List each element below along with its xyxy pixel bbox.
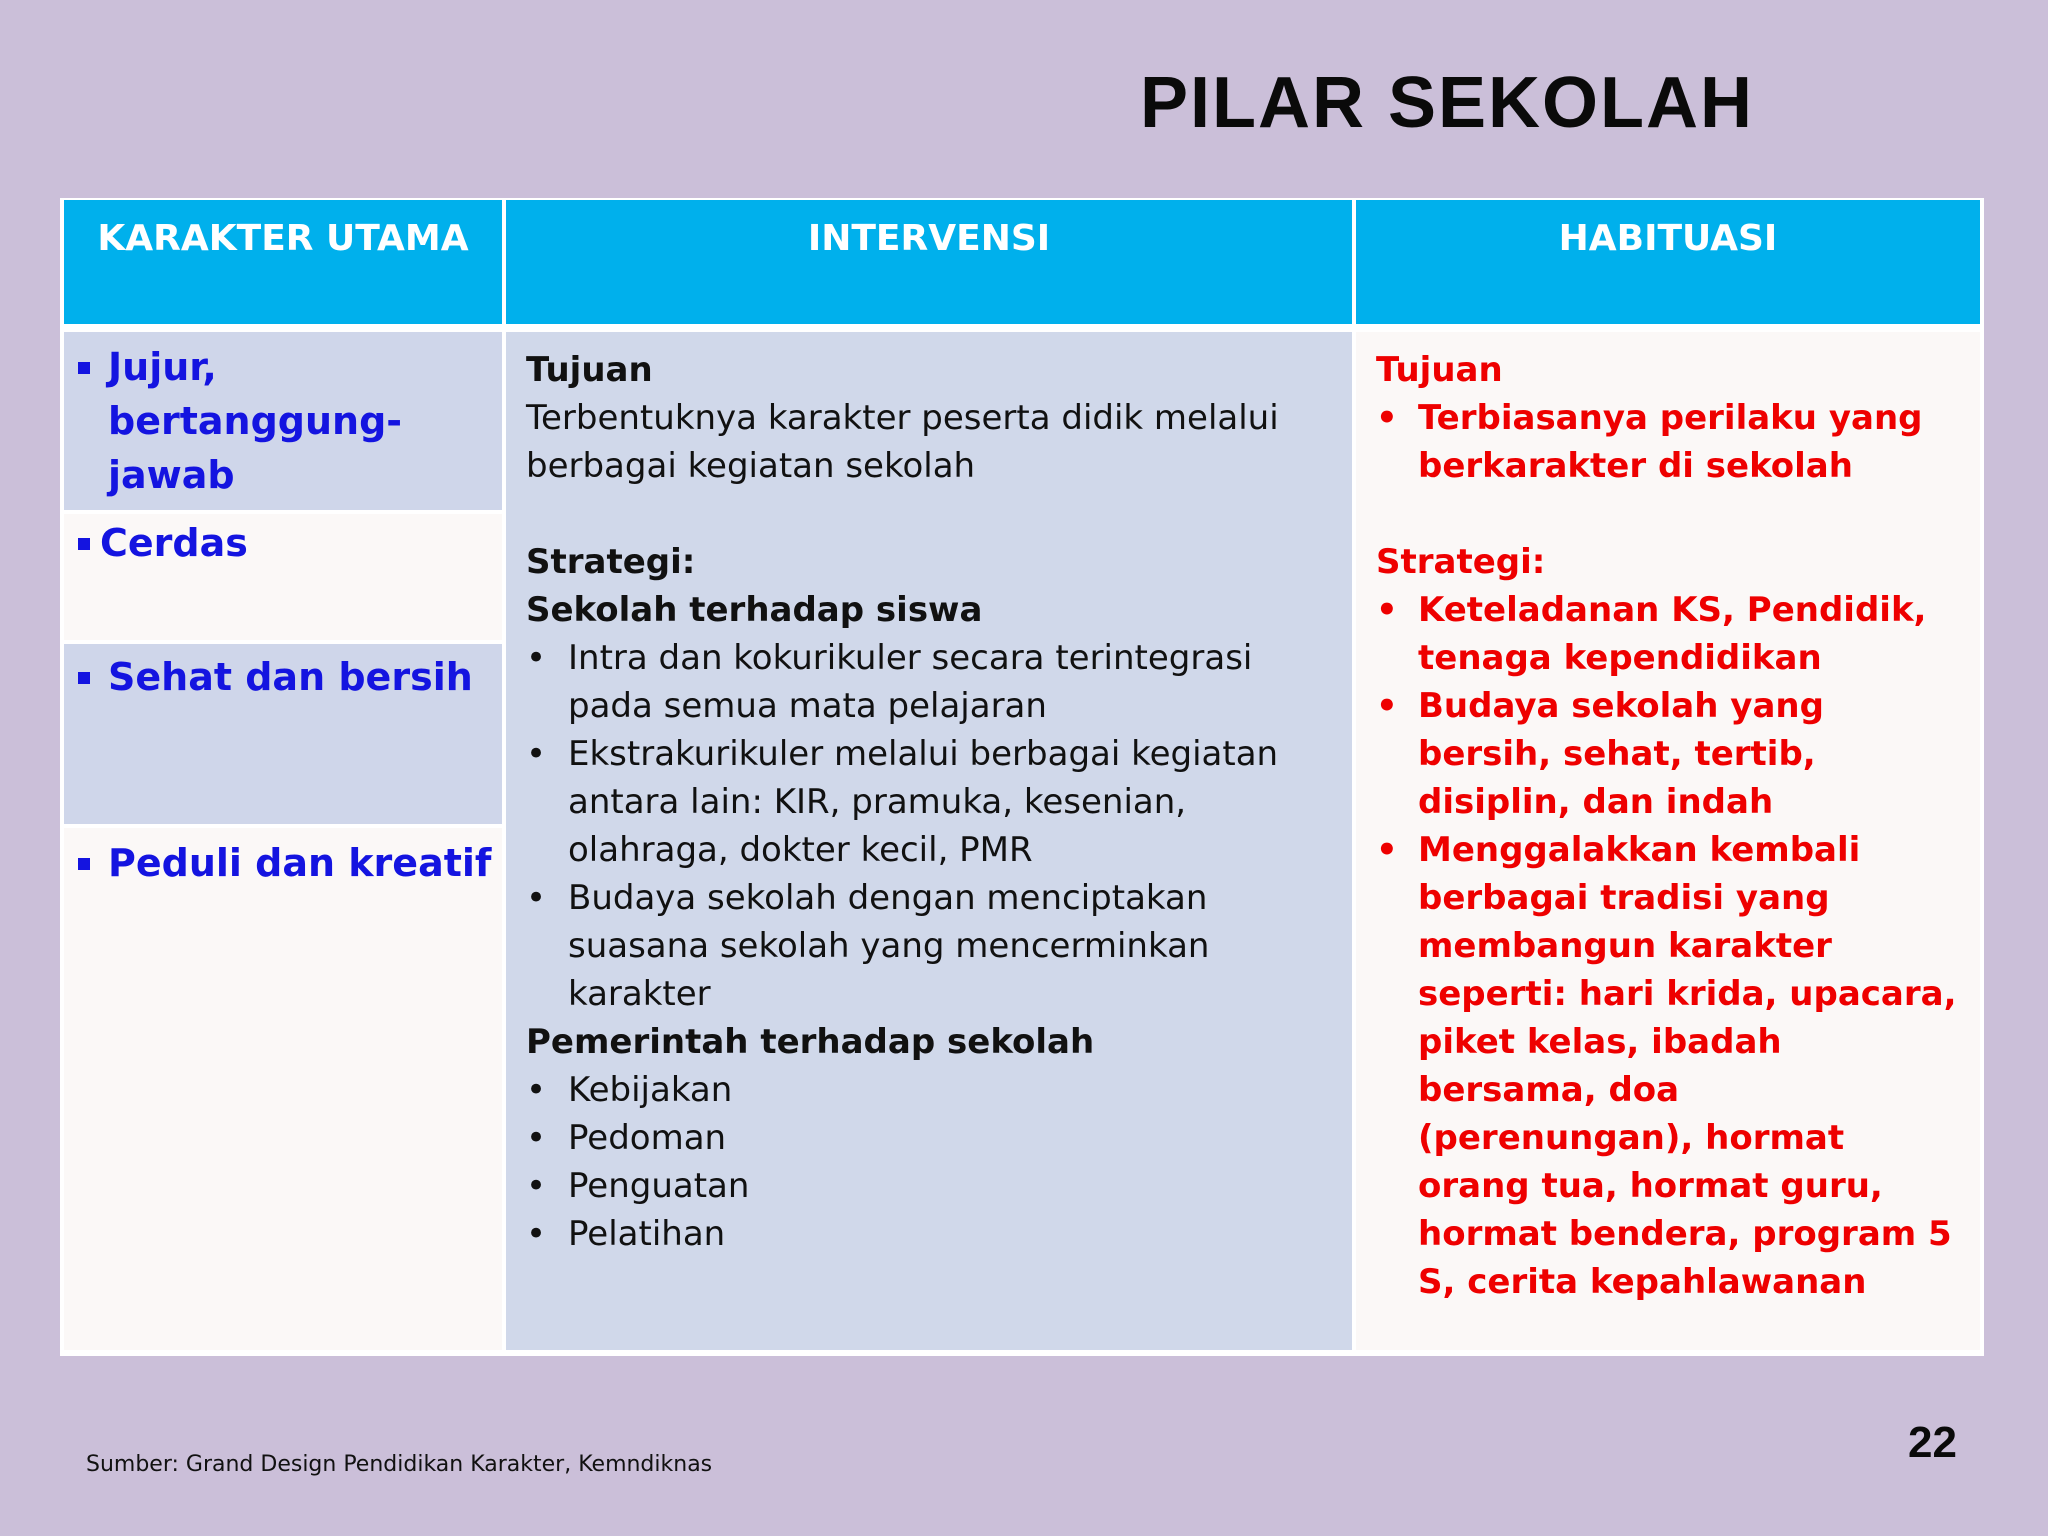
habituasi-strategi-list [1376,586,1960,1306]
sekolah-list [526,634,1332,1018]
habituasi-strategi-heading: Strategi: [1376,542,1546,582]
header-karakter-utama: KARAKTER UTAMA [64,200,502,324]
pemerintah-terhadap-sekolah-heading: Pemerintah terhadap sekolah [526,1022,1095,1062]
karakter-line: Jujur, [108,345,217,389]
karakter-line: bertanggung- [108,399,403,443]
intervensi-strategi-heading: Strategi: [526,542,696,582]
header-habituasi: HABITUASI [1356,200,1980,324]
list-item: • Intra dan kokurikuler secara terintegrasi pada semua mata pelajaran [526,634,1332,730]
karakter-row-peduli [64,828,502,1350]
header-intervensi: INTERVENSI [506,200,1352,324]
list-item: • Budaya sekolah dengan menciptakan suasana sekolah yang mencerminkan karakter [526,874,1332,1018]
karakter-row-cerdas [64,514,502,640]
slide-title: PILAR SEKOLAH [1140,63,1755,143]
list-item: • Menggalakkan kembali berbagai tradisi yang membangun karakter seperti: hari krida, upacara, piket kelas, ibadah bersama, doa (perenungan), hormat orang tua, hormat guru, hormat bendera, program 5 S, cerita kepahlawanan [1376,826,1960,1306]
list-item: • Kebijakan [526,1066,1332,1114]
karakter-item-sehat [108,650,473,704]
list-item: • Penguatan [526,1162,1332,1210]
karakter-label: Sehat dan bersih [108,655,473,699]
intervensi-tujuan-heading: Tujuan [526,350,653,390]
square-bullet-icon [78,672,90,684]
habituasi-tujuan-heading: Tujuan [1376,350,1503,390]
square-bullet-icon [78,858,90,870]
karakter-item-peduli [108,836,491,890]
list-item: • Terbiasanya perilaku yang berkarakter di sekolah [1376,394,1960,490]
karakter-item-cerdas [100,516,248,570]
square-bullet-icon [78,362,90,374]
karakter-row-sehat [64,644,502,824]
habituasi-cell [1356,332,1980,1350]
list-item: • Keteladanan KS, Pendidik, tenaga kependidikan [1376,586,1960,682]
list-item: • Budaya sekolah yang bersih, sehat, tertib, disiplin, dan indah [1376,682,1960,826]
karakter-item-jujur [108,340,402,502]
karakter-label: Peduli dan kreatif [108,841,492,885]
page-number: 22 [1908,1418,1957,1467]
habituasi-tujuan-list [1376,394,1960,490]
source-note: Sumber: Grand Design Pendidikan Karakter, Kemndiknas [86,1452,713,1477]
list-item: • Pelatihan [526,1210,1332,1258]
intervensi-tujuan-text: Terbentuknya karakter peserta didik melalui berbagai kegiatan sekolah [526,398,1279,486]
pillar-table [60,198,1984,1356]
list-item: • Pedoman [526,1114,1332,1162]
karakter-row-jujur [64,332,502,510]
sekolah-terhadap-siswa-heading: Sekolah terhadap siswa [526,590,983,630]
square-bullet-icon [78,538,90,550]
pemerintah-list [526,1066,1332,1258]
intervensi-cell [506,332,1352,1350]
karakter-label: Cerdas [100,521,248,565]
list-item: • Ekstrakurikuler melalui berbagai kegiatan antara lain: KIR, pramuka, kesenian, olahraga, dokter kecil, PMR [526,730,1332,874]
karakter-line: jawab [108,453,235,497]
